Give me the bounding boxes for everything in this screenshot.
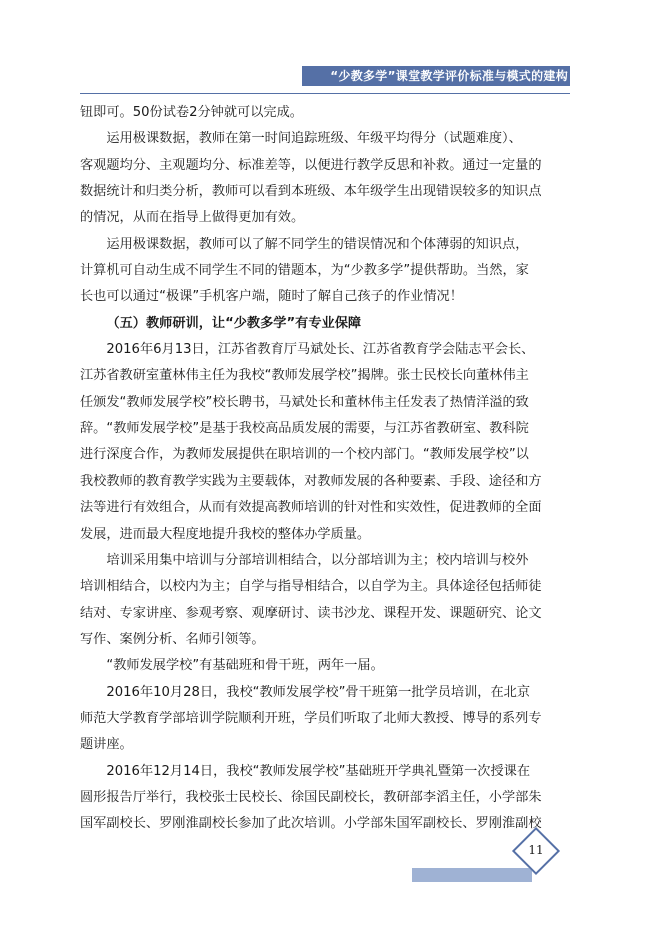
paragraph-start: “教师发展学校”有基础班和骨干班，两年一届。 xyxy=(106,658,384,674)
body-text xyxy=(80,100,570,838)
text-line: 发展，进而最大程度地提升我校的整体办学质量。 xyxy=(80,526,371,542)
section-heading: （五）教师研训，让“少教多学”有专业保障 xyxy=(106,315,362,331)
text-line: 长也可以通过“极课”手机客户端，随时了解自己孩子的作业情况！ xyxy=(80,289,463,305)
running-header-title: “少教多学”课堂教学评价标准与模式的建构 xyxy=(330,69,568,83)
text-line: 师范大学教育学部培训学院顺利开班，学员们听取了北师大教授、博导的系列专 xyxy=(80,710,542,726)
text-line: 写作、案例分析、名师引领等。 xyxy=(80,631,265,647)
text-line: 江苏省教研室董林伟主任为我校“教师发展学校”揭牌。张士民校长向董林伟主 xyxy=(80,368,529,384)
text-line: 钮即可。50份试卷2分钟就可以完成。 xyxy=(80,105,303,120)
text-line: 结对、专家讲座、参观考察、观摩研讨、读书沙龙、课程开发、课题研究、论文 xyxy=(80,605,542,621)
paragraph-start: 2016年12月14日，我校“教师发展学校”基础班开学典礼暨第一次授课在 xyxy=(106,763,531,779)
text-line: 题讲座。 xyxy=(80,737,133,753)
text-line: 进行深度合作，为教师发展提供在职培训的一个校内部门。“教师发展学校”以 xyxy=(80,447,529,463)
text-line: 培训相结合，以校内为主；自学与指导相结合，以自学为主。具体途径包括师徒 xyxy=(80,579,542,595)
page-number: 11 xyxy=(528,843,544,857)
footer-bar xyxy=(412,868,532,882)
header-rule xyxy=(80,93,570,94)
paragraph-start: 运用极课数据，教师在第一时间追踪班级、年级平均得分（试题难度）、 xyxy=(106,131,522,147)
paragraph-start: 运用极课数据，教师可以了解不同学生的错误情况和个体薄弱的知识点， xyxy=(106,236,529,252)
paragraph-start: 培训采用集中培训与分部培训相结合，以分部培训为主；校内培训与校外 xyxy=(106,552,529,568)
paragraph-start: 2016年6月13日，江苏省教育厅马斌处长、江苏省教育学会陆志平会长、 xyxy=(106,342,535,358)
text-line: 圆形报告厅举行，我校张士民校长、徐国民副校长，教研部李滔主任，小学部朱 xyxy=(80,789,542,805)
text-line: 任颁发“教师发展学校”校长聘书，马斌处长和董林伟主任发表了热情洋溢的致 xyxy=(80,394,529,410)
text-line: 的情况，从而在指导上做得更加有效。 xyxy=(80,210,305,226)
text-line: 辞。“教师发展学校”是基于我校高品质发展的需要，与江苏省教研室、教科院 xyxy=(80,421,529,437)
text-line: 计算机可自动生成不同学生不同的错题本，为“少教多学”提供帮助。当然，家 xyxy=(80,263,529,279)
text-line: 国军副校长、罗刚淮副校长参加了此次培训。小学部朱国军副校长、罗刚淮副校 xyxy=(80,816,542,832)
text-line: 法等进行有效组合，从而有效提高教师培训的针对性和实效性，促进教师的全面 xyxy=(80,500,542,516)
paragraph-start: 2016年10月28日，我校“教师发展学校”骨干班第一批学员培训，在北京 xyxy=(106,684,531,700)
text-line: 我校教师的教育教学实践为主要载体，对教师发展的各种要素、手段、途径和方 xyxy=(80,473,542,489)
text-line: 数据统计和归类分析，教师可以看到本班级、本年级学生出现错误较多的知识点 xyxy=(80,184,542,200)
text-line: 客观题均分、主观题均分、标准差等，以便进行教学反思和补救。通过一定量的 xyxy=(80,157,542,173)
